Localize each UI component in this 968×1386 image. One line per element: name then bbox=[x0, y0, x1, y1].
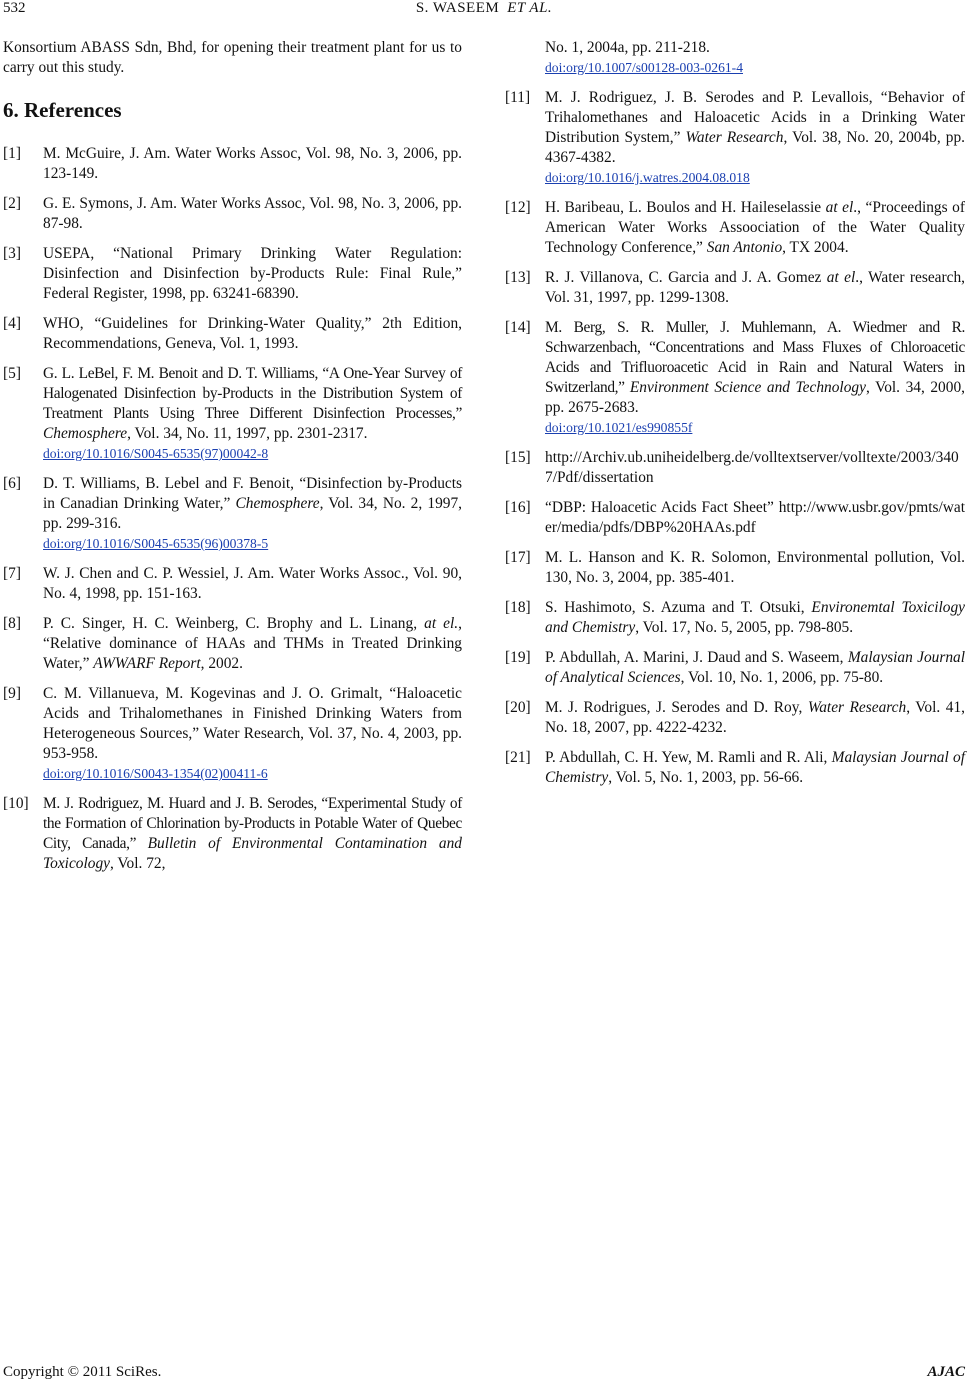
reference-doi-link[interactable]: doi:org/10.1007/s00128-003-0261-4 bbox=[545, 60, 743, 75]
reference-item bbox=[3, 194, 462, 234]
reference-place: San Antonio bbox=[706, 239, 783, 256]
reference-text: , Vol. 41, No. 18, 2007, pp. 4222-4232. bbox=[545, 699, 965, 736]
reference-text: , Vol. 10, No. 1, 2006, pp. 75-80. bbox=[680, 669, 884, 686]
reference-text: M. Berg, S. R. Muller, J. Muhlemann, A. Wiedmer and R. Schwarzenbach, “Concentrations and Mass Fluxes of Chloroacetic Acids and Trifluoroacetic Acid in Rain and Natural Waters in Switzerland,” bbox=[545, 319, 965, 396]
reference-doi-link[interactable]: doi:org/10.1016/S0043-1354(02)00411-6 bbox=[43, 766, 268, 781]
reference-text: USEPA, “National Primary Drinking Water Regulation: Disinfection and Disinfection by-Products Rule: Final Rule,” Federal Register, 1998, pp. 63241-68390. bbox=[43, 245, 462, 302]
reference-journal: Environment Science and Technology bbox=[629, 379, 866, 396]
journal-abbreviation: AJAC bbox=[927, 1364, 965, 1380]
reference-number: [17] bbox=[505, 549, 531, 566]
reference-item bbox=[505, 448, 965, 488]
reference-continuation bbox=[505, 38, 965, 78]
reference-journal: Water Research bbox=[685, 129, 784, 146]
reference-journal: Chemosphere bbox=[235, 495, 320, 512]
reference-item bbox=[505, 548, 965, 588]
reference-journal: Water Research bbox=[807, 699, 907, 716]
reference-text: No. 1, 2004a, pp. 211-218. bbox=[545, 39, 710, 56]
reference-number: [8] bbox=[3, 615, 21, 632]
reference-text: W. J. Chen and C. P. Wessiel, J. Am. Water Works Assoc., Vol. 90, No. 4, 1998, pp. 151-163. bbox=[43, 565, 462, 602]
reference-journal: Malaysian Journal of Chemistry bbox=[545, 749, 965, 786]
reference-number: [21] bbox=[505, 749, 531, 766]
reference-journal: Malaysian Journal of Analytical Sciences bbox=[545, 649, 965, 686]
reference-item bbox=[505, 268, 965, 308]
reference-text: S. Hashimoto, S. Azuma and T. Otsuki, bbox=[545, 599, 812, 616]
reference-text: M. L. Hanson and K. R. Solomon, Environmental pollution, Vol. 130, No. 3, 2004, pp. 385-401. bbox=[545, 549, 965, 586]
running-head bbox=[0, 0, 968, 17]
reference-text: , TX 2004. bbox=[782, 239, 849, 256]
reference-text: M. J. Rodriguez, J. B. Serodes and P. Levallois, “Behavior of Trihalomethanes and Haloacetic Acids in a Drinking Water Distribution System,” bbox=[545, 89, 965, 146]
reference-number: [3] bbox=[3, 245, 21, 262]
reference-text: R. J. Villanova, C. Garcia and J. A. Gomez bbox=[545, 269, 827, 286]
reference-text: P. C. Singer, H. C. Weinberg, C. Brophy and L. Linang, bbox=[43, 615, 425, 632]
reference-doi-link[interactable]: doi:org/10.1021/es990855f bbox=[545, 420, 693, 435]
reference-number: [2] bbox=[3, 195, 21, 212]
reference-item bbox=[505, 318, 965, 438]
right-column bbox=[505, 38, 965, 798]
page-footer bbox=[0, 1364, 968, 1386]
reference-journal: Environemtal Toxicilogy and Chemistry bbox=[545, 599, 965, 636]
reference-item bbox=[3, 614, 462, 674]
reference-number: [4] bbox=[3, 315, 21, 332]
reference-text: C. M. Villanueva, M. Kogevinas and J. O. Grimalt, “Haloacetic Acids and Trihalomethanes in Finished Drinking Waters from Heterogeneous Sources,” Water Research, Vol. 37, No. 4, 2003, pp. 953-958. bbox=[43, 685, 462, 762]
references-heading: 6. References bbox=[3, 98, 122, 122]
reference-text: H. Baribeau, L. Boulos and H. Haileselassie bbox=[545, 199, 826, 216]
reference-text: “DBP: Haloacetic Acids Fact Sheet” http://www.usbr.gov/pmts/water/media/pdfs/DBP%20HAAs.pdf bbox=[545, 499, 965, 536]
reference-text: , Vol. 72, bbox=[109, 855, 166, 872]
reference-text: , “Relative dominance of HAAs and THMs in Treated Drinking Water,” bbox=[43, 615, 462, 672]
reference-item bbox=[3, 244, 462, 304]
reference-number: [7] bbox=[3, 565, 21, 582]
reference-number: [19] bbox=[505, 649, 531, 666]
reference-item bbox=[505, 698, 965, 738]
reference-number: [20] bbox=[505, 699, 531, 716]
reference-number: [10] bbox=[3, 795, 29, 812]
reference-text: , Vol. 34, No. 2, 1997, pp. 299-316. bbox=[43, 495, 463, 532]
reference-text: M. J. Rodrigues, J. Serodes and D. Roy, bbox=[545, 699, 808, 716]
reference-et-al: at el. bbox=[424, 615, 459, 632]
acknowledgement-text: Konsortium ABASS Sdn, Bhd, for opening their treatment plant for us to carry out this study. bbox=[3, 39, 462, 76]
reference-item bbox=[3, 314, 462, 354]
reference-doi-link[interactable]: doi:org/10.1016/S0045-6535(97)00042-8 bbox=[43, 446, 269, 461]
running-head-authors: S. WASEEM bbox=[415, 0, 500, 16]
reference-text: M. McGuire, J. Am. Water Works Assoc, Vol. 98, No. 3, 2006, pp. 123-149. bbox=[43, 145, 462, 182]
reference-item bbox=[505, 198, 965, 258]
page-number: 532 bbox=[3, 0, 26, 16]
reference-text: G. L. LeBel, F. M. Benoit and D. T. Williams, “A One-Year Survey of Halogenated Disinfection by-Products in the Distribution System of Treatment Plants Using Three Different Disinfection Processes,” bbox=[43, 365, 462, 422]
reference-number: [11] bbox=[505, 89, 531, 106]
reference-item bbox=[505, 88, 965, 188]
reference-item bbox=[505, 498, 965, 538]
reference-text: G. E. Symons, J. Am. Water Works Assoc, Vol. 98, No. 3, 2006, pp. 87-98. bbox=[43, 195, 462, 232]
reference-item bbox=[3, 364, 462, 464]
reference-text: D. T. Williams, B. Lebel and F. Benoit, “Disinfection by-Products in Canadian Drinking Water,” bbox=[43, 475, 462, 512]
reference-item bbox=[3, 684, 462, 784]
reference-item bbox=[505, 598, 965, 638]
reference-number: [6] bbox=[3, 475, 21, 492]
reference-item bbox=[505, 648, 965, 688]
reference-et-al: at el bbox=[826, 269, 856, 286]
reference-url: http://Archiv.ub.uniheidelberg.de/volltextserver/volltexte/2003/3407/Pdf/dissertation bbox=[545, 449, 959, 486]
reference-number: [18] bbox=[505, 599, 531, 616]
reference-text: WHO, “Guidelines for Drinking-Water Quality,” 2th Edition, Recommendations, Geneva, Vol. 1, 1993. bbox=[43, 315, 462, 352]
reference-item bbox=[3, 564, 462, 604]
reference-number: [16] bbox=[505, 499, 531, 516]
reference-number: [13] bbox=[505, 269, 531, 286]
reference-text: P. Abdullah, A. Marini, J. Daud and S. Waseem, bbox=[545, 649, 848, 666]
reference-text: M. J. Rodriguez, M. Huard and J. B. Serodes, “Experimental Study of the Formation of Chlorination by-Products in Potable Water of Quebec City, Canada,” bbox=[43, 795, 462, 852]
reference-text: , Vol. 17, No. 5, 2005, pp. 798-805. bbox=[635, 619, 854, 636]
reference-item bbox=[505, 748, 965, 788]
reference-text: ., Water research, Vol. 31, 1997, pp. 1299-1308. bbox=[545, 269, 965, 306]
reference-item bbox=[3, 144, 462, 184]
reference-text: ., “Proceedings of American Water Works Assoociation of the Water Quality Technology Conference,” bbox=[545, 199, 965, 256]
reference-number: [15] bbox=[505, 449, 531, 466]
reference-et-al: at el bbox=[825, 199, 854, 216]
running-header bbox=[0, 0, 968, 26]
reference-text: , Vol. 34, 2000, pp. 2675-2683. bbox=[545, 379, 965, 416]
reference-item bbox=[3, 474, 462, 554]
reference-text: , Vol. 5, No. 1, 2003, pp. 56-66. bbox=[608, 769, 804, 786]
reference-item bbox=[3, 794, 462, 874]
reference-text: , 2002. bbox=[200, 655, 243, 672]
reference-journal: Chemosphere bbox=[43, 425, 128, 442]
reference-journal: Bulletin of Environmental Contamination and Toxicology bbox=[43, 835, 462, 872]
reference-doi-link[interactable]: doi:org/10.1016/j.watres.2004.08.018 bbox=[545, 170, 750, 185]
reference-doi-link[interactable]: doi:org/10.1016/S0045-6535(96)00378-5 bbox=[43, 536, 269, 551]
reference-journal: AWWARF Report bbox=[93, 655, 201, 672]
reference-number: [5] bbox=[3, 365, 21, 382]
reference-number: [1] bbox=[3, 145, 21, 162]
copyright-notice: Copyright © 2011 SciRes. bbox=[3, 1364, 162, 1380]
left-column bbox=[3, 38, 462, 884]
reference-number: [14] bbox=[505, 319, 531, 336]
reference-text: , Vol. 38, No. 20, 2004b, pp. 4367-4382. bbox=[545, 129, 965, 166]
reference-text: P. Abdullah, C. H. Yew, M. Ramli and R. Ali, bbox=[545, 749, 832, 766]
reference-number: [12] bbox=[505, 199, 531, 216]
reference-text: , Vol. 34, No. 11, 1997, pp. 2301-2317. bbox=[127, 425, 368, 442]
running-head-et-al: ET AL. bbox=[507, 0, 553, 16]
reference-number: [9] bbox=[3, 685, 21, 702]
